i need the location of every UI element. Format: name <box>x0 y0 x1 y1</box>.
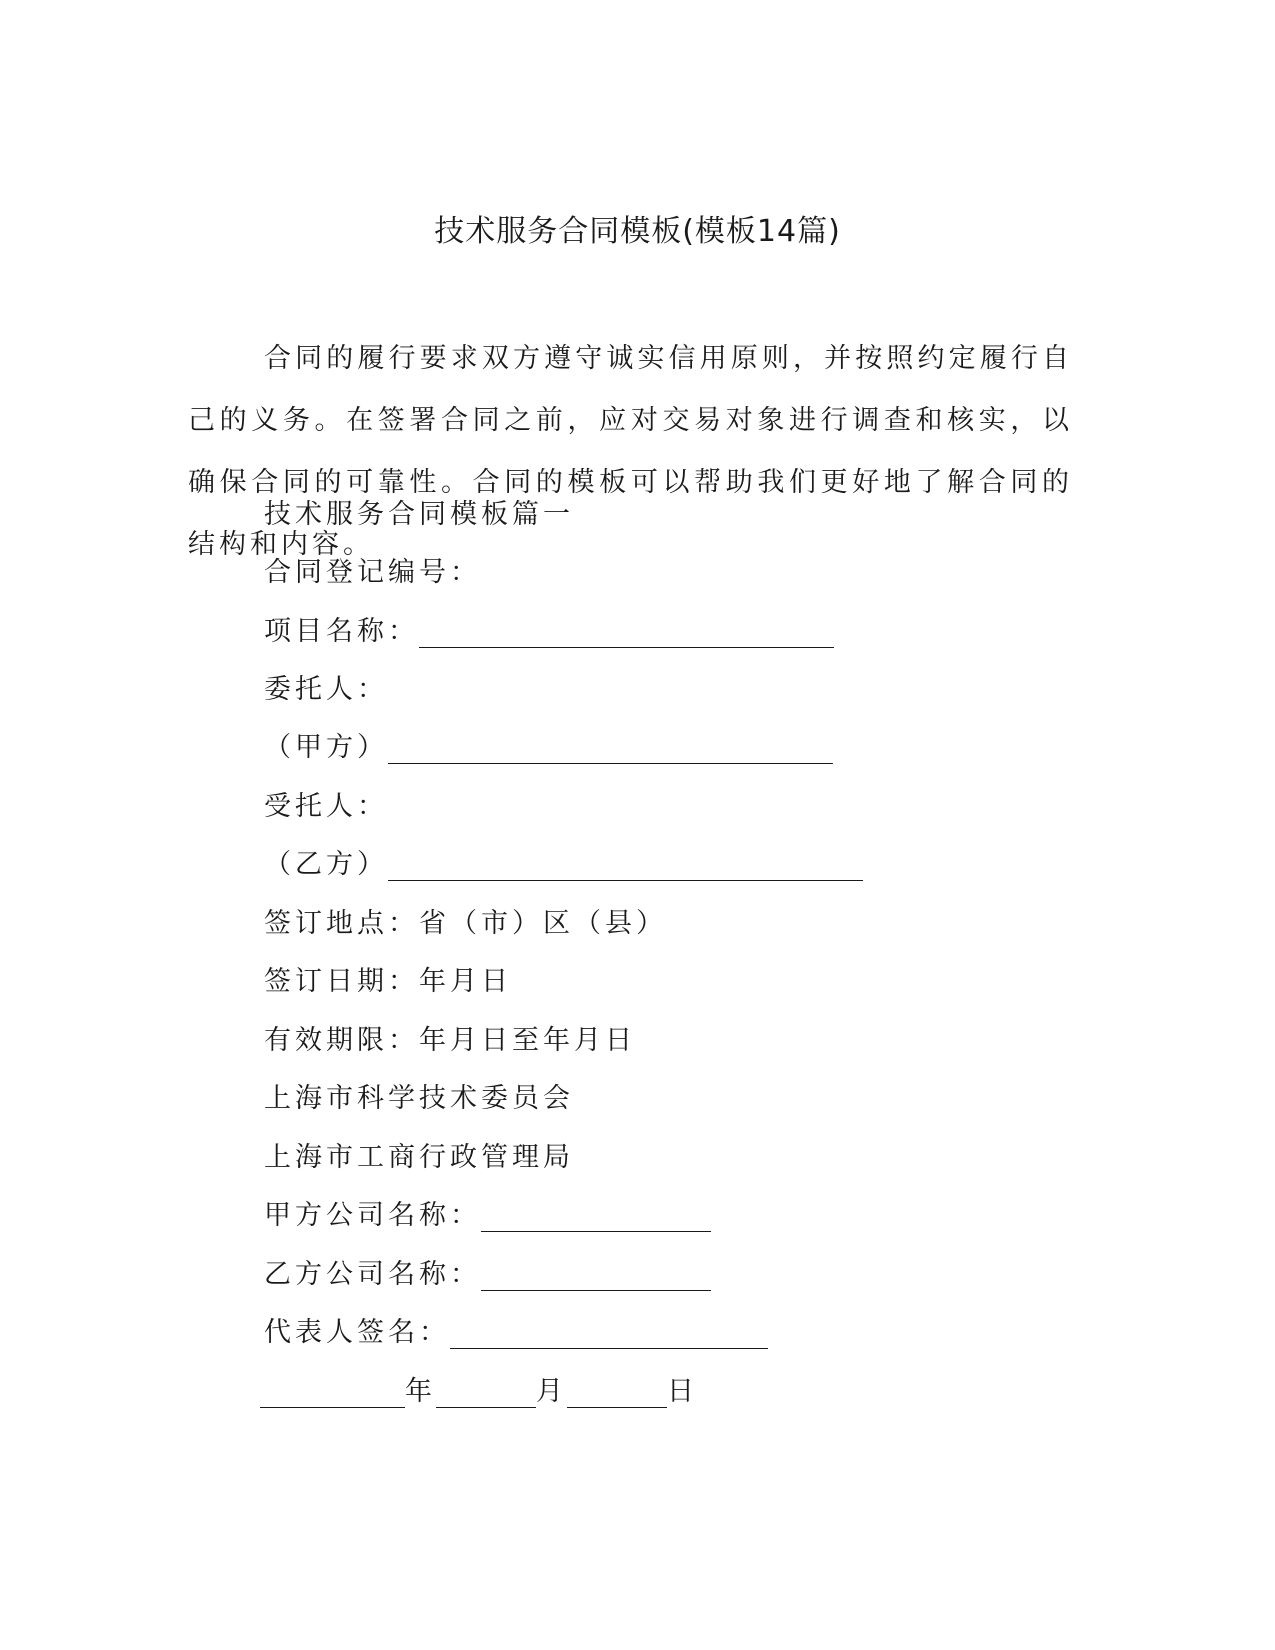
party-b-blank <box>388 852 863 881</box>
project-name-blank <box>419 619 834 648</box>
representative-label: 代表人签名： <box>264 1317 450 1348</box>
section-heading <box>264 495 574 535</box>
org1-line <box>264 1079 574 1119</box>
signature-date-line <box>260 1372 698 1412</box>
party-a-blank <box>388 735 833 764</box>
representative-blank <box>450 1320 768 1349</box>
project-name-label: 项目名称： <box>264 616 419 647</box>
party-a-company-blank <box>481 1203 711 1232</box>
registration-no-line <box>264 553 481 593</box>
year-blank <box>260 1379 405 1408</box>
document-title: 技术服务合同模板(模板14篇) <box>434 214 841 249</box>
party-b-company-label: 乙方公司名称： <box>264 1259 481 1290</box>
party-a-line <box>264 728 833 768</box>
intro-paragraph: 合同的履行要求双方遵守诚实信用原则，并按照约定履行自己的义务。在签署合同之前，应对交易对象进行调查和核实，以确保合同的可靠性。合同的模板可以帮助我们更好地了解合同的结构和内容。 <box>188 343 1073 560</box>
sign-place-label: 签订地点：省（市）区（县） <box>264 908 667 939</box>
sign-date-line <box>264 962 512 1002</box>
sign-date-label: 签订日期：年月日 <box>264 966 512 997</box>
project-name-line <box>264 612 834 652</box>
month-label: 月 <box>536 1376 567 1407</box>
org2-line <box>264 1138 574 1178</box>
org2-text: 上海市工商行政管理局 <box>264 1142 574 1173</box>
month-blank <box>436 1379 536 1408</box>
party-b-company-blank <box>481 1262 711 1291</box>
year-label: 年 <box>405 1376 436 1407</box>
trustee-line <box>264 787 388 827</box>
party-b-line <box>264 845 863 885</box>
representative-line <box>264 1313 768 1353</box>
client-line <box>264 670 388 710</box>
party-b-label: （乙方） <box>264 849 388 880</box>
day-blank <box>567 1379 667 1408</box>
day-label: 日 <box>667 1376 698 1407</box>
sign-place-line <box>264 904 667 944</box>
party-a-company-line <box>264 1196 711 1236</box>
client-label: 委托人： <box>264 674 388 705</box>
party-b-company-line <box>264 1255 711 1295</box>
party-a-company-label: 甲方公司名称： <box>264 1200 481 1231</box>
org1-text: 上海市科学技术委员会 <box>264 1083 574 1114</box>
registration-no-label: 合同登记编号： <box>264 557 481 588</box>
trustee-label: 受托人： <box>264 791 388 822</box>
party-a-label: （甲方） <box>264 732 388 763</box>
section-heading-text: 技术服务合同模板篇一 <box>264 499 574 530</box>
validity-label: 有效期限：年月日至年月日 <box>264 1025 636 1056</box>
validity-line <box>264 1021 636 1061</box>
